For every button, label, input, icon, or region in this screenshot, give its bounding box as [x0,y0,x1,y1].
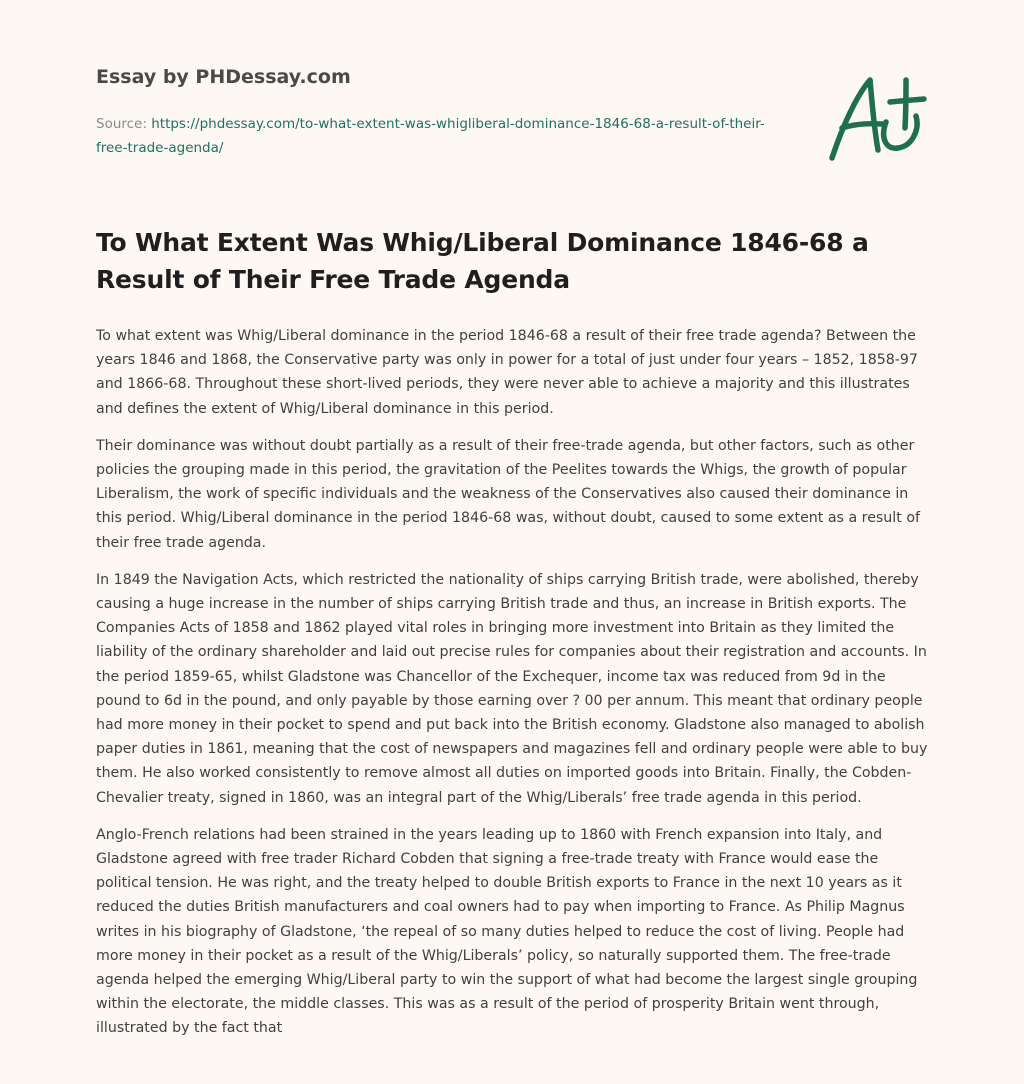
essay-body [96,324,932,1054]
essay-paragraph: Anglo-French relations had been strained in the years leading up to 1860 with French expansion into Italy, and Gladstone agreed with free trader Richard Cobden that signing a free-trade treaty with France would ease the political tension. He was right, and the treaty helped to double British exports to France in the next 10 years as it reduced the duties British manufacturers and coal owners had to pay when importing to France. As Philip Magnus writes in his biography of Gladstone, ‘the repeal of so many duties helped to reduce the cost of living. People had more money in their pocket as a result of the Whig/Liberals’ policy, so naturally supported them. The free-trade agenda helped the emerging Whig/Liberal party to win the support of what had become the largest single grouping within the electorate, the middle classes. This was as a result of the period of prosperity Britain went through, illustrated by the fact that [96,826,918,1037]
source-line [96,112,796,160]
site-title: Essay by PHDessay.com [96,66,351,88]
essay-paragraph: To what extent was Whig/Liberal dominance in the period 1846-68 a result of their free trade agenda? Between the years 1846 and 1868, the Conservative party was only in power for a total of just under four years – 1852, 1858-97 and 1866-68. Throughout these short-lived periods, they were never able to achieve a majority and this illustrates and defines the extent of Whig/Liberal dominance in this period. [96,328,918,417]
a-plus-grade-icon [820,66,930,166]
source-link[interactable]: https://phdessay.com/to-what-extent-was-whigliberal-dominance-1846-68-a-result-of-their-free-trade-agenda/ [96,116,765,156]
essay-title: To What Extent Was Whig/Liberal Dominance 1846-68 a Result of Their Free Trade Agenda [96,228,869,294]
header [96,62,796,160]
essay-paragraph: In 1849 the Navigation Acts, which restricted the nationality of ships carrying British trade, were abolished, thereby causing a huge increase in the number of ships carrying British trade and thus, an increase in British exports. The Companies Acts of 1858 and 1862 played vital roles in bringing more investment into Britain as they limited the liability of the ordinary shareholder and laid out precise rules for companies about their registration and accounts. In the period 1859-65, whilst Gladstone was Chancellor of the Exchequer, income tax was reduced from 9d in the pound to 6d in the pound, and only payable by those earning over ? 00 per annum. This meant that ordinary people had more money in their pocket to spend and put back into the British economy. Gladstone also managed to abolish paper duties in 1861, meaning that the cost of newspapers and magazines fell and ordinary people were able to buy them. He also worked consistently to remove almost all duties on imported goods into Britain. Finally, the Cobden-Chevalier treaty, signed in 1860, was an integral part of the Whig/Liberals’ free trade agenda in this period. [96,571,928,806]
source-label: Source: [96,116,152,132]
essay-paragraph: Their dominance was without doubt partially as a result of their free-trade agenda, but other factors, such as other policies the grouping made in this period, the gravitation of the Peelites towards the Whigs, the growth of popular Liberalism, the work of specific individuals and the weakness of the Conservatives also caused their dominance in this period. Whig/Liberal dominance in the period 1846-68 was, without doubt, caused to some extent as a result of their free trade agenda. [96,437,920,551]
